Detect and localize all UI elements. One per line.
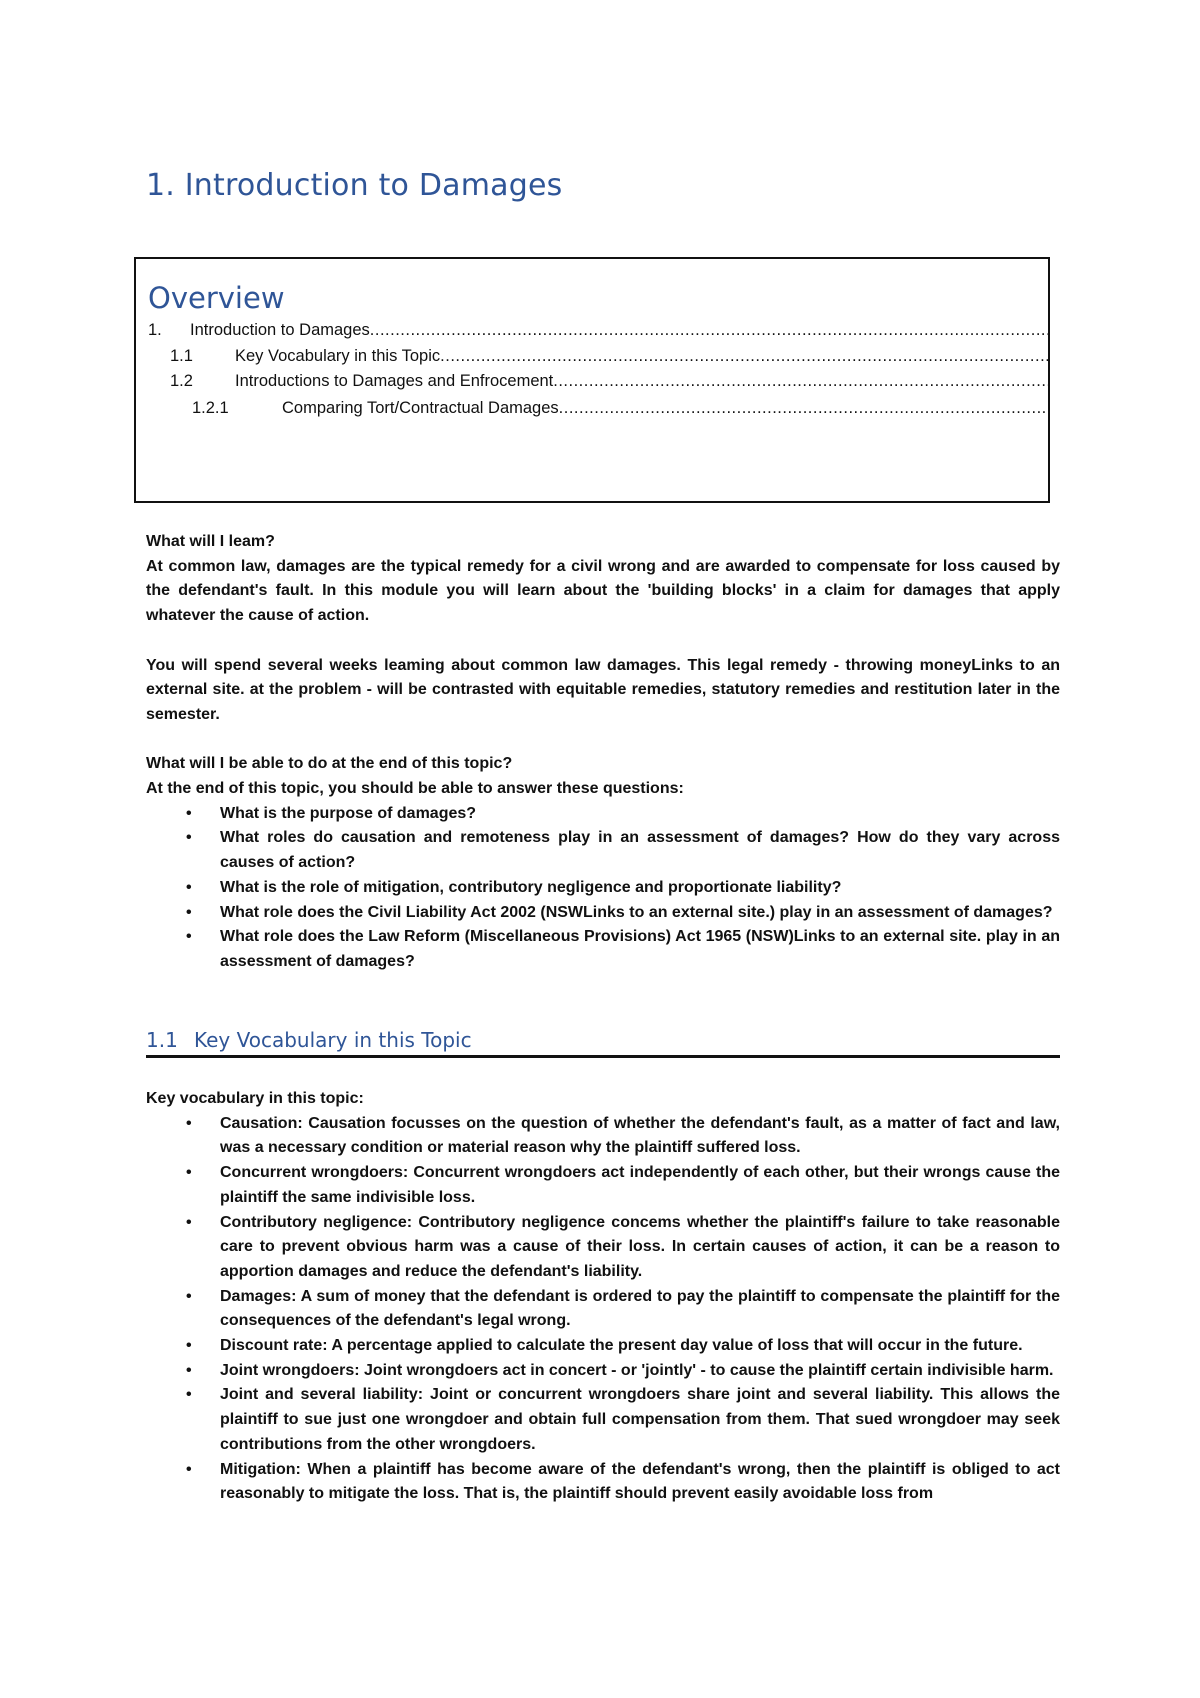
toc-entry-text: Key Vocabulary in this Topic: [235, 347, 441, 365]
toc-entry[interactable]: [170, 347, 1048, 371]
toc-entry-number: 1.: [148, 321, 162, 339]
toc-dot-leader: [370, 321, 1048, 340]
toc-entry[interactable]: [148, 321, 1048, 345]
bullet-icon: •: [186, 1460, 192, 1478]
toc-dot-leader: [440, 347, 1048, 366]
list-item-text: Joint wrongdoers: Joint wrongdoers act in concert - or 'jointly' - to cause the plaintiff certain indivisible harm.: [220, 1361, 1054, 1379]
toc-entry-number: 1.2.1: [192, 399, 229, 417]
outcomes-heading: What will I be able to do at the end of this topic?: [146, 755, 513, 773]
bullet-icon: •: [186, 829, 192, 847]
list-item: [146, 1211, 1060, 1285]
list-item-text: Contributory negligence: Contributory negligence concems whether the plaintiff's failure to take reasonable care to prevent obvious harm was a cause of their loss. In certain causes of action, it can be a reason to apportion damages and reduce the defendant's liability.: [220, 1213, 1060, 1280]
list-item-text: Concurrent wrongdoers: Concurrent wrongdoers act independently of each other, but their wrongs cause the plaintiff the same indivisible loss.: [220, 1164, 1060, 1206]
bullet-icon: •: [186, 1213, 192, 1231]
list-item-text: What is the role of mitigation, contributory negligence and proportionate liability?: [220, 878, 842, 896]
learn-paragraph: You will spend several weeks leaming about common law damages. This legal remedy - throwing moneyLinks to an external site. at the problem - will be contrasted with equitable remedies, statutory remedies and restitution later in the semester.: [146, 656, 1060, 723]
spacer: [146, 728, 1060, 753]
vocabulary-intro: Key vocabulary in this topic:: [146, 1090, 364, 1107]
heading-introduction-to-damages: 1. Introduction to Damages: [146, 168, 563, 203]
bullet-icon: •: [186, 1337, 192, 1355]
list-item-text: Joint and several liability: Joint or concurrent wrongdoers share joint and several liability. This allows the plaintiff to sue just one wrongdoer and obtain full compensation from them. That sued wrongdoer may seek contributions from the other wrongdoers.: [220, 1386, 1060, 1453]
bullet-icon: •: [186, 1386, 192, 1404]
vocabulary-section: [146, 1087, 1060, 1507]
list-item: [146, 925, 1060, 974]
list-item: [146, 1285, 1060, 1334]
toc-entry-text: Introduction to Damages: [190, 321, 370, 339]
list-item: [146, 1161, 1060, 1210]
outcomes-list: [146, 802, 1060, 975]
bullet-icon: •: [186, 804, 192, 822]
list-item: [146, 901, 1060, 926]
toc-entry-number: 1.2: [170, 372, 193, 390]
bullet-icon: •: [186, 878, 192, 896]
list-item-text: What role does the Law Reform (Miscellaneous Provisions) Act 1965 (NSW)Links to an external site. play in an assessment of damages?: [220, 928, 1060, 970]
bullet-icon: •: [186, 1164, 192, 1182]
bullet-icon: •: [186, 1361, 192, 1379]
list-item-text: What roles do causation and remoteness play in an assessment of damages? How do they vary across causes of action?: [220, 829, 1060, 872]
list-item-text: Causation: Causation focusses on the question of whether the defendant's fault, as a matter of fact and law, was a necessary condition or material reason why the plaintiff suffered loss.: [220, 1114, 1060, 1157]
list-item-text: What role does the Civil Liability Act 2002 (NSWLinks to an external site.) play in an assessment of damages?: [220, 903, 1053, 921]
list-item-text: What is the purpose of damages?: [220, 804, 477, 822]
list-item-text: Mitigation: When a plaintiff has become aware of the defendant's wrong, then the plaintiff is obliged to act reasonably to mitigate the loss. That is, the plaintiff should prevent easily avoidable loss from: [220, 1460, 1060, 1503]
bullet-icon: •: [186, 1287, 192, 1305]
list-item-text: Discount rate: A percentage applied to calculate the present day value of loss that will occur in the future.: [220, 1337, 1023, 1355]
list-item: [146, 1458, 1060, 1507]
toc-entry-number: 1.1: [170, 347, 193, 365]
list-item: [146, 876, 1060, 901]
vocabulary-list: [146, 1112, 1060, 1507]
section-title: Key Vocabulary in this Topic: [194, 1028, 472, 1052]
intro-section: [146, 530, 1060, 975]
list-item-text: Damages: A sum of money that the defendant is ordered to pay the plaintiff to compensate the plaintiff for the consequences of the defendant's legal wrong.: [220, 1287, 1060, 1330]
outcomes-intro: At the end of this topic, you should be able to answer these questions:: [146, 780, 684, 797]
toc-entry-text: Comparing Tort/Contractual Damages: [282, 399, 559, 417]
heading-key-vocabulary: [146, 1028, 1060, 1058]
list-item: [146, 1334, 1060, 1359]
learn-paragraph: At common law, damages are the typical remedy for a civil wrong and are awarded to compensate for loss caused by the defendant's fault. In this module you will learn about the 'building blocks' in a claim for damages that apply whatever the cause of action.: [146, 557, 1060, 625]
list-item: [146, 1359, 1060, 1384]
list-item: [146, 1383, 1060, 1457]
spacer: [146, 629, 1060, 654]
list-item: [146, 826, 1060, 875]
toc-title: Overview: [148, 281, 285, 315]
toc-dot-leader: [559, 399, 1048, 418]
table-of-contents: [134, 257, 1050, 503]
list-item: [146, 802, 1060, 827]
toc-entry[interactable]: [170, 372, 1048, 396]
toc-dot-leader: [553, 372, 1048, 391]
section-number: 1.1: [146, 1028, 178, 1052]
bullet-icon: •: [186, 1114, 192, 1132]
bullet-icon: •: [186, 928, 192, 946]
list-item: [146, 1112, 1060, 1161]
toc-entry-text: Introductions to Damages and Enfrocement: [235, 372, 554, 390]
toc-entry[interactable]: [192, 399, 1048, 423]
learn-heading: What will I leam?: [146, 533, 275, 550]
bullet-icon: •: [186, 903, 192, 921]
